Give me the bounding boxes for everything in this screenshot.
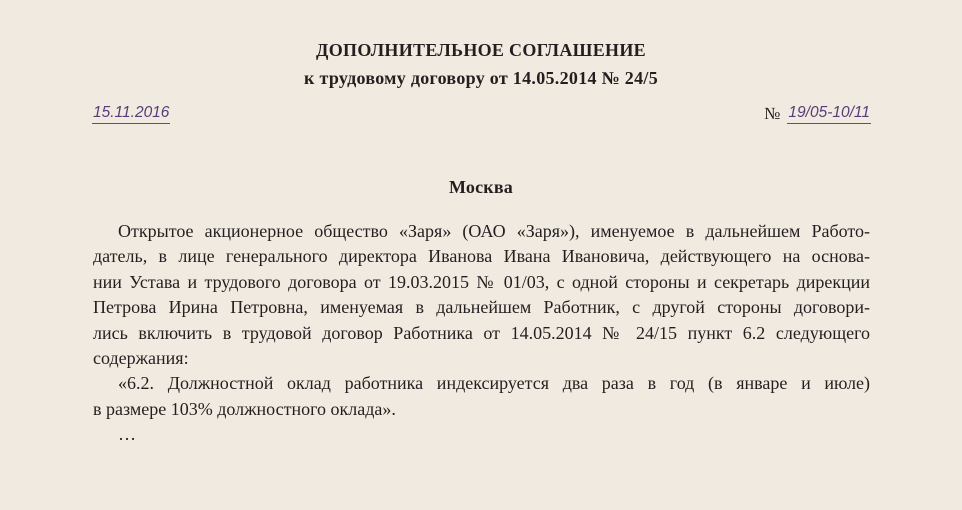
number-sign: № xyxy=(764,104,781,123)
body-line: Петрова Ирина Петровна, именуемая в дальнейшем Работник, с другой стороны договори- xyxy=(93,297,870,318)
body-line: датель, в лице генерального директора Иванова Ивана Ивановича, действующего на основа- xyxy=(93,246,870,267)
document-body xyxy=(93,219,870,448)
city-name: Москва xyxy=(448,177,514,197)
body-line: Открытое акционерное общество «Заря» (ОАО «Заря»), именуемое в дальнейшем Работо- xyxy=(118,221,870,241)
body-line: нии Устава и трудового договора от 19.03.2015 № 01/03, с одной стороны и секретарь дирекции xyxy=(93,271,870,292)
ellipsis: … xyxy=(118,424,136,445)
document-title: ДОПОЛНИТЕЛЬНОЕ СОГЛАШЕНИЕ xyxy=(316,40,646,60)
quoted-clause-line: в размере 103% должностного оклада». xyxy=(93,398,396,419)
document-date: 15.11.2016 xyxy=(92,103,170,124)
document-number: 19/05-10/11 xyxy=(787,103,871,124)
document-subtitle: к трудовому договору от 14.05.2014 № 24/5 xyxy=(304,68,658,88)
quoted-clause-line: «6.2. Должностной оклад работника индексируется два раза в год (в январе и июле) xyxy=(118,373,870,394)
body-line: лись включить в трудовой договор Работника от 14.05.2014 № 24/15 пункт 6.2 следующего xyxy=(93,322,870,343)
document-number-block xyxy=(764,103,871,124)
body-line: содержания: xyxy=(93,347,189,368)
